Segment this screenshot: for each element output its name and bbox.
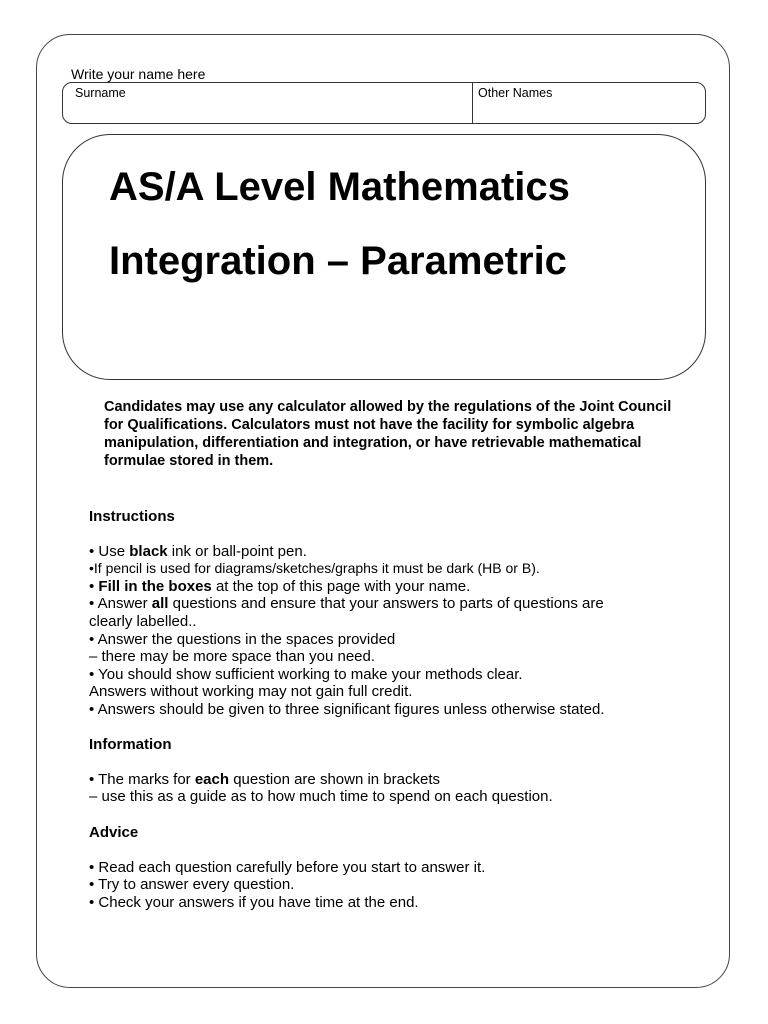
list-item-pre: • Answer the questions in the spaces provided xyxy=(89,630,396,648)
list-item-pre: • xyxy=(89,577,99,595)
instructions-list xyxy=(89,543,689,719)
instructions-heading: Instructions xyxy=(89,508,175,525)
list-item xyxy=(89,701,689,719)
list-item xyxy=(89,771,689,789)
information-heading: Information xyxy=(89,736,172,753)
list-item-pre: •If pencil is used for diagrams/sketches/graphs it must be dark (HB or B). xyxy=(89,560,540,577)
instructions-section xyxy=(89,508,689,719)
information-list xyxy=(89,771,689,806)
list-item-post: questions and ensure that your answers to parts of questions are xyxy=(168,595,604,613)
calculator-note: Candidates may use any calculator allowed by the regulations of the Joint Council for Qualifications. Calculators must not have the facility for symbolic algebra manipulation, differentiation and integration, or have retrievable mathematical formulae stored in them. xyxy=(104,399,672,469)
list-item xyxy=(89,859,689,877)
list-item-pre: • Try to answer every question. xyxy=(89,876,295,894)
list-item-pre: • The marks for xyxy=(89,770,195,788)
surname-label: Surname xyxy=(75,86,126,100)
title-line-1: AS/A Level Mathematics xyxy=(109,165,570,209)
title-line-2: Integration – Parametric xyxy=(109,239,567,283)
list-item-pre: Answers without working may not gain full credit. xyxy=(89,683,413,701)
surname-field[interactable] xyxy=(63,83,473,123)
list-item xyxy=(89,666,689,684)
list-item-bold: Fill in the boxes xyxy=(98,577,212,595)
list-item-pre: • Check your answers if you have time at the end. xyxy=(89,893,419,911)
list-item-pre: • Use xyxy=(89,542,130,560)
list-item-pre: • Answers should be given to three significant figures unless otherwise stated. xyxy=(89,700,605,718)
list-item-bold: black xyxy=(129,542,168,560)
list-item xyxy=(89,613,689,631)
title-box xyxy=(62,134,706,380)
list-item-pre: • Read each question carefully before you start to answer it. xyxy=(89,858,486,876)
list-item xyxy=(89,648,689,666)
list-item-bold: all xyxy=(151,595,169,613)
list-item-post: question are shown in brackets xyxy=(229,770,440,788)
advice-list xyxy=(89,859,689,912)
advice-heading: Advice xyxy=(89,824,139,841)
list-item-bold: each xyxy=(194,770,230,788)
list-item xyxy=(89,560,689,578)
name-prompt: Write your name here xyxy=(71,66,206,82)
list-item-pre: – there may be more space than you need. xyxy=(89,648,376,666)
other-names-field[interactable] xyxy=(473,83,705,123)
list-item-post: ink or ball-point pen. xyxy=(167,542,307,560)
list-item xyxy=(89,894,689,912)
list-item-pre: • You should show sufficient working to make your methods clear. xyxy=(89,665,523,683)
other-names-label: Other Names xyxy=(478,86,553,100)
list-item-pre: – use this as a guide as to how much time to spend on each question. xyxy=(89,788,553,806)
advice-section xyxy=(89,824,689,911)
list-item xyxy=(89,788,689,806)
list-item-pre: • Answer xyxy=(89,595,152,613)
list-item-pre: clearly labelled.. xyxy=(89,612,197,630)
list-item-post: at the top of this page with your name. xyxy=(211,577,471,595)
list-item xyxy=(89,631,689,649)
name-fields-box xyxy=(62,82,706,124)
list-item xyxy=(89,683,689,701)
list-item xyxy=(89,876,689,894)
list-item xyxy=(89,543,689,561)
information-section xyxy=(89,736,689,806)
list-item xyxy=(89,578,689,596)
list-item xyxy=(89,595,689,613)
